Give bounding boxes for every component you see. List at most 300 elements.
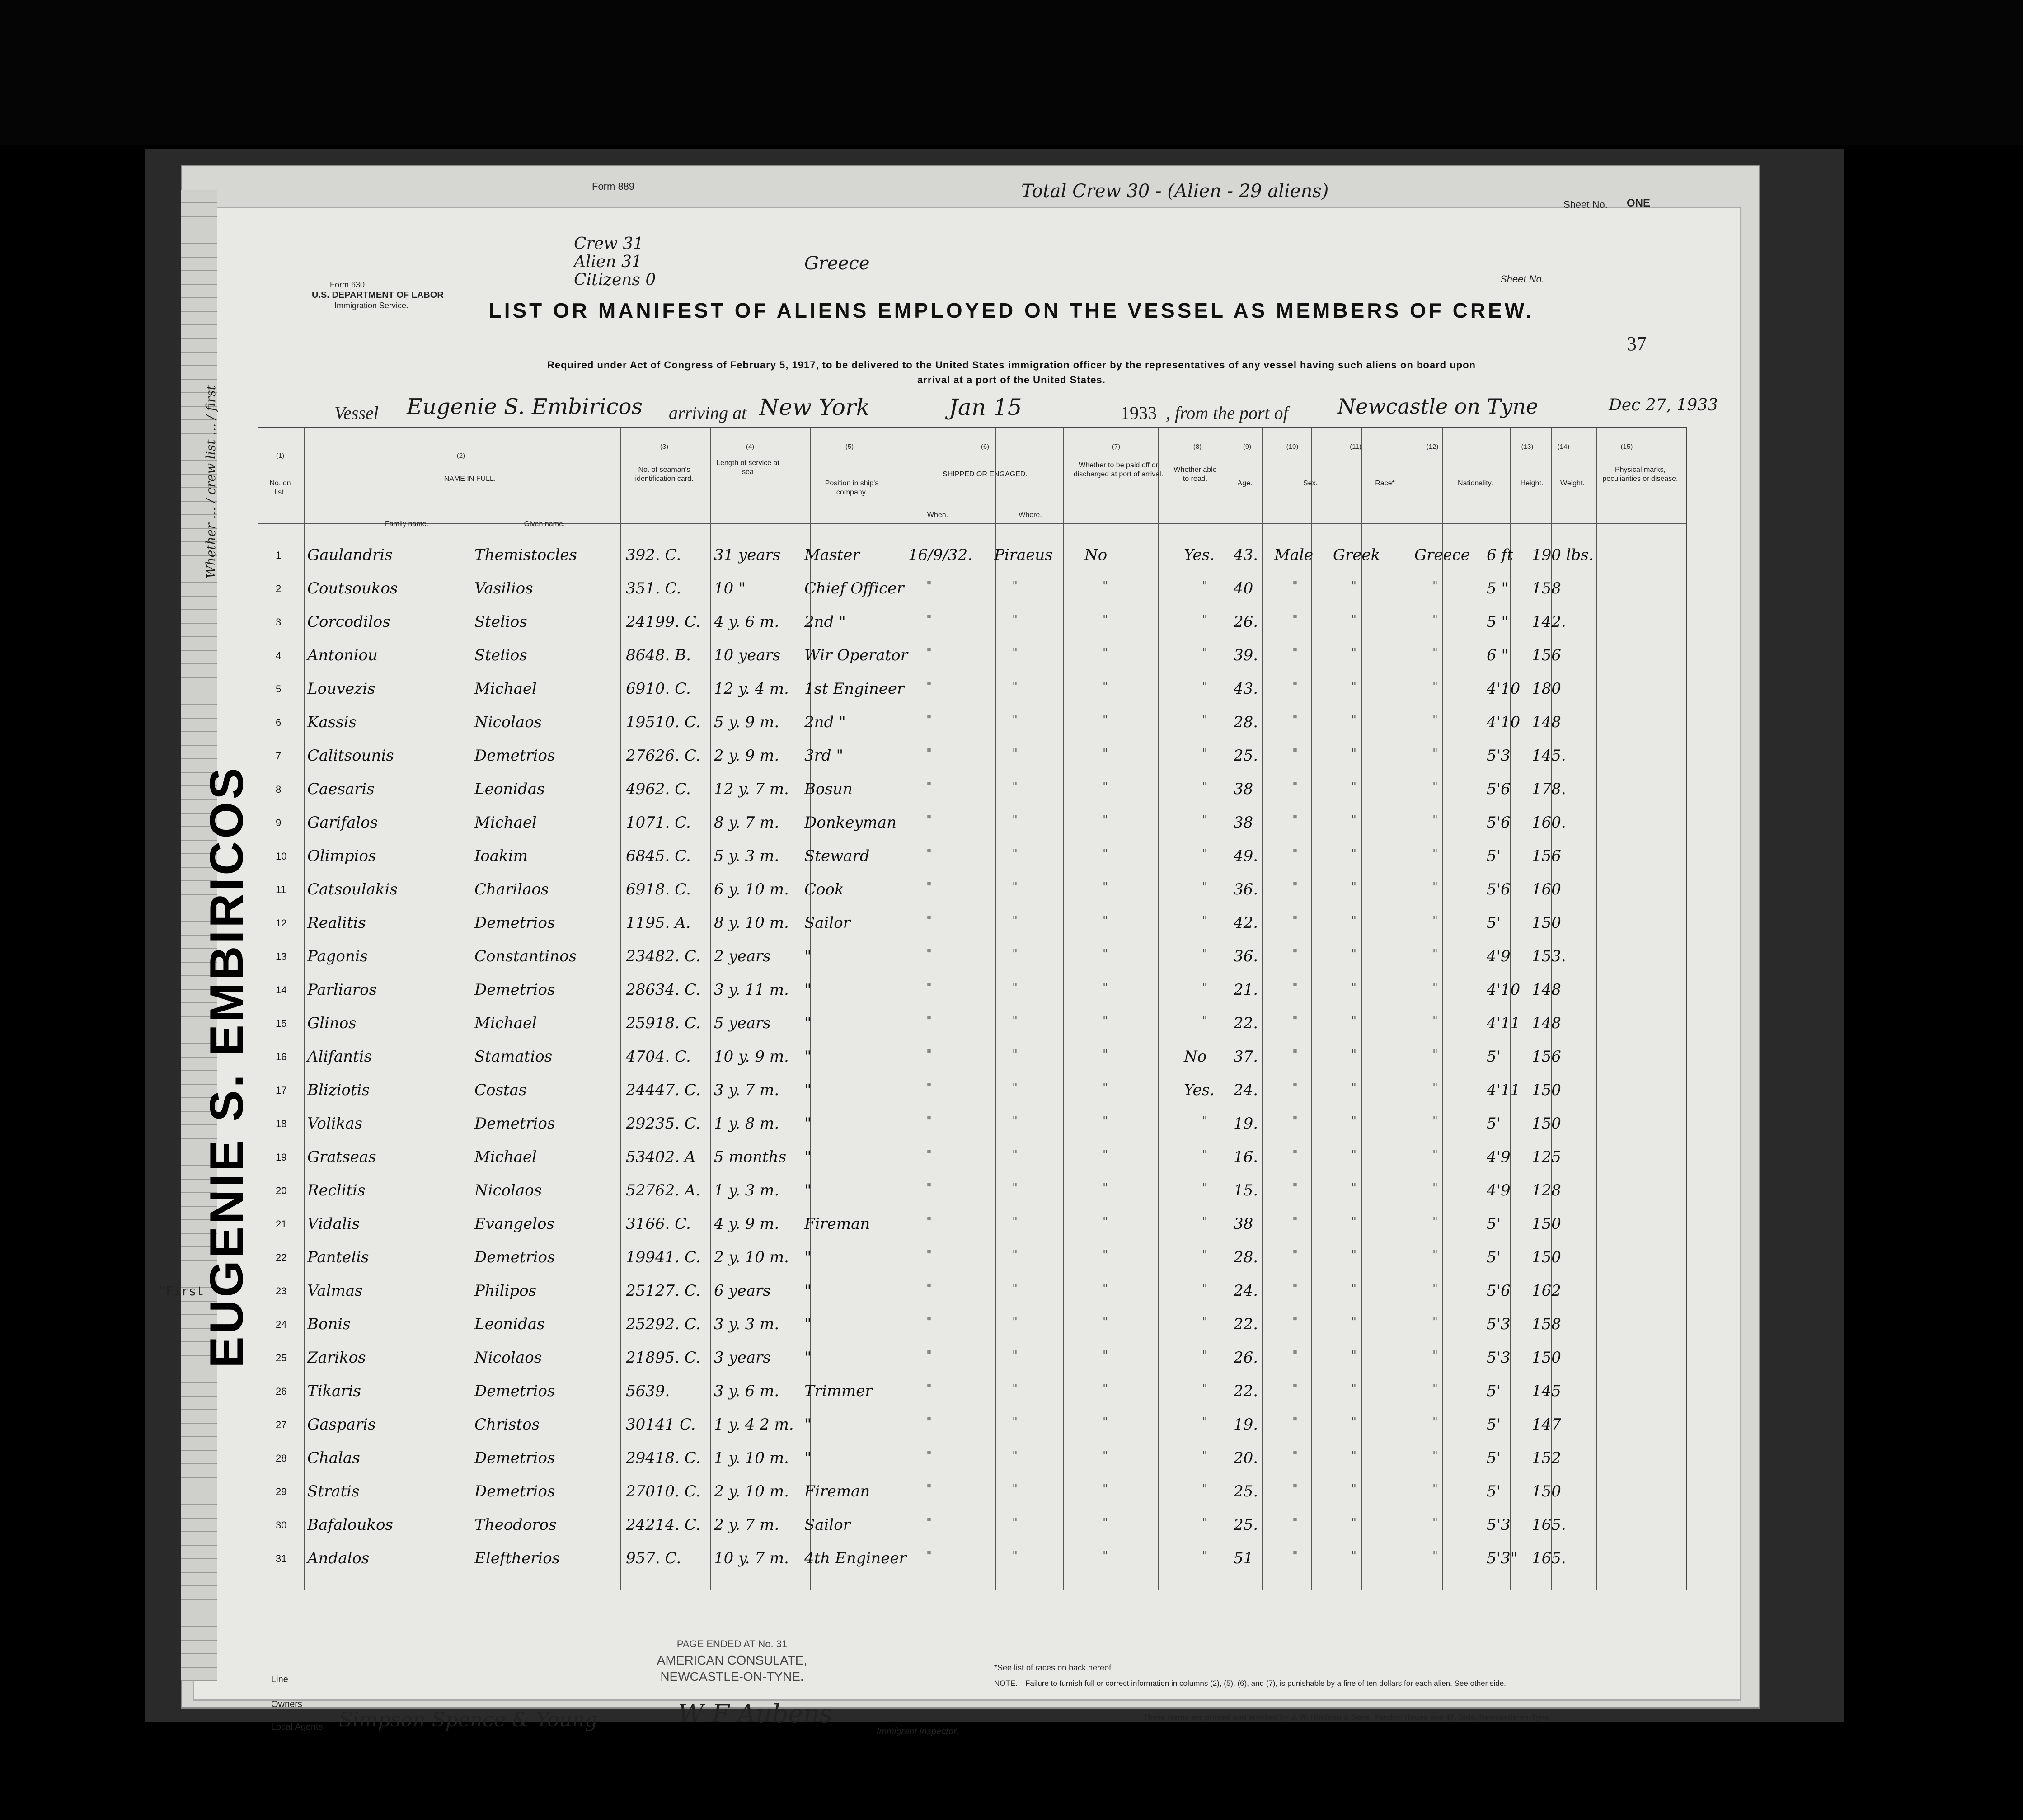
header-marks: Physical marks, peculiarities or disease. [1602, 466, 1678, 483]
cell-family: Valmas [307, 1282, 363, 1300]
cell-family: Coutsoukos [307, 579, 398, 597]
citizen-count: Citizens 0 [574, 271, 656, 289]
cell-service: 5 y. 9 m. [714, 713, 779, 731]
cell-no: 16 [276, 1051, 287, 1063]
cell-no: 3 [276, 616, 282, 628]
departure-date: Dec 27, 1933 [1609, 396, 1718, 414]
cell-paid: " [1103, 1215, 1108, 1228]
table-row [0, 576, 2023, 612]
cell-race: " [1351, 646, 1356, 660]
cell-card: 27010. C. [626, 1482, 701, 1500]
cell-when: " [926, 680, 932, 693]
cell-read: " [1202, 1349, 1207, 1362]
cell-card: 24199. C. [626, 613, 701, 631]
cell-service: 5 y. 3 m. [714, 847, 779, 865]
cell-card: 8648. B. [626, 646, 691, 664]
cell-read: " [1202, 1382, 1207, 1396]
cell-given: Demetrios [474, 1449, 555, 1467]
cell-age: 38 [1234, 814, 1253, 832]
side-stamp-text: EUGENIE S. EMBIRICOS [201, 765, 253, 1368]
cell-paid: " [1103, 1482, 1108, 1496]
cell-race: " [1351, 1549, 1356, 1563]
cell-no: 19 [276, 1152, 287, 1163]
arrival-port: New York [759, 394, 870, 420]
cell-service: 3 y. 11 m. [714, 981, 789, 999]
cell-sex: " [1292, 780, 1298, 794]
table-row [0, 710, 2023, 746]
table-row [0, 843, 2023, 879]
cell-race: " [1351, 1349, 1356, 1362]
agents-value: Simpson Spence & Young [339, 1708, 598, 1731]
cell-sex: " [1292, 713, 1298, 727]
header-no-on-list: No. on list. [269, 480, 291, 496]
cell-no: 15 [276, 1018, 287, 1029]
cell-weight: 153. [1532, 947, 1566, 965]
cell-given: Demetrios [474, 1115, 555, 1133]
cell-sex: " [1292, 981, 1298, 994]
cell-when: " [926, 981, 932, 994]
cell-where: " [1012, 847, 1018, 861]
header-paid-off: Whether to be paid off or discharged at port of arrival. [1073, 461, 1164, 478]
header-length-service: Length of service at sea [716, 459, 779, 476]
cell-sex: Male [1274, 546, 1314, 564]
cell-sex: " [1292, 1148, 1298, 1162]
cell-no: 27 [276, 1419, 287, 1430]
cell-service: 12 y. 4 m. [714, 680, 789, 698]
cell-weight: 128 [1532, 1181, 1561, 1199]
cell-age: 38 [1234, 1215, 1253, 1233]
stamp-line-1: AMERICAN CONSULATE, [657, 1653, 807, 1667]
cell-when: " [926, 880, 932, 894]
cell-card: 392. C. [626, 546, 681, 564]
cell-service: 10 y. 9 m. [714, 1048, 789, 1066]
cell-card: 3166. C. [626, 1215, 691, 1233]
table-row [0, 1345, 2023, 1381]
cell-when: " [926, 1181, 932, 1195]
cell-card: 19941. C. [626, 1248, 701, 1266]
cell-service: 2 y. 9 m. [714, 747, 779, 765]
cell-service: 8 y. 10 m. [714, 914, 789, 932]
service: Immigration Service. [334, 301, 409, 310]
cell-position: " [804, 1248, 812, 1266]
cell-given: Leonidas [474, 780, 545, 798]
cell-race: " [1351, 1315, 1356, 1329]
cell-sex: " [1292, 1181, 1298, 1195]
cell-weight: 190 lbs. [1532, 546, 1594, 564]
cell-given: Themistocles [474, 546, 577, 564]
cell-position: Chief Officer [804, 579, 904, 597]
cell-nat: " [1432, 1148, 1438, 1162]
cell-age: 43. [1234, 680, 1258, 698]
cell-when: " [926, 847, 932, 861]
cell-read: " [1202, 1014, 1207, 1028]
colnum-3: (3) [660, 443, 669, 451]
cell-nat: " [1432, 713, 1438, 727]
cell-age: 36. [1234, 947, 1258, 965]
cell-given: Charilaos [474, 880, 549, 898]
table-row [0, 1445, 2023, 1481]
header-nationality: Nationality. [1458, 480, 1493, 487]
cell-position: " [804, 1282, 812, 1300]
cell-given: Stelios [474, 646, 527, 664]
cell-service: 6 years [714, 1282, 771, 1300]
cell-read: " [1202, 981, 1207, 994]
cell-where: " [1012, 1382, 1018, 1396]
cell-race: " [1351, 914, 1356, 927]
cell-where: " [1012, 780, 1018, 794]
cell-card: 29418. C. [626, 1449, 701, 1467]
table-row [0, 1178, 2023, 1214]
cell-height: 5' [1487, 914, 1501, 932]
cell-paid: " [1103, 1081, 1108, 1095]
cell-card: 25127. C. [626, 1282, 701, 1300]
cell-nat: " [1432, 1014, 1438, 1028]
cell-paid: " [1103, 981, 1108, 994]
table-row [0, 1312, 2023, 1348]
cell-no: 12 [276, 917, 287, 929]
cell-service: 5 years [714, 1014, 771, 1032]
cell-where: " [1012, 1416, 1018, 1429]
cell-height: 5 " [1487, 613, 1509, 631]
cell-sex: " [1292, 1516, 1298, 1529]
page-ref: 37 [1627, 333, 1647, 355]
header-weight: Weight. [1560, 480, 1585, 487]
cell-sex: " [1292, 1482, 1298, 1496]
cell-paid: " [1103, 914, 1108, 927]
header-when: When. [927, 511, 948, 519]
cell-weight: 165. [1532, 1549, 1566, 1567]
cell-paid: No [1084, 546, 1108, 564]
cell-given: Demetrios [474, 914, 555, 932]
table-row [0, 542, 2023, 578]
cell-service: 1 y. 3 m. [714, 1181, 779, 1199]
cell-sex: " [1292, 613, 1298, 626]
cell-nat: " [1432, 880, 1438, 894]
inspector-label: Immigrant Inspector. [877, 1726, 959, 1736]
cell-family: Tikaris [307, 1382, 361, 1400]
cell-no: 7 [276, 750, 282, 762]
cell-service: 1 y. 8 m. [714, 1115, 779, 1133]
cell-sex: " [1292, 947, 1298, 961]
cell-nat: " [1432, 814, 1438, 827]
cell-card: 21895. C. [626, 1349, 701, 1367]
cell-no: 10 [276, 851, 287, 862]
cell-service: 1 y. 10 m. [714, 1449, 789, 1467]
cell-given: Philipos [474, 1282, 537, 1300]
cell-no: 4 [276, 650, 282, 661]
cell-sex: " [1292, 1014, 1298, 1028]
colnum-14: (14) [1557, 443, 1570, 451]
sheet-label: Sheet No. [1500, 273, 1544, 285]
cell-read: " [1202, 847, 1207, 861]
header-id-card: No. of seaman's identification card. [635, 466, 694, 483]
arrival-date: Jan 15 [949, 394, 1022, 420]
cell-paid: " [1103, 1382, 1108, 1396]
cell-age: 16. [1234, 1148, 1258, 1166]
from-label: , from the port of [1166, 403, 1288, 423]
cell-family: Bafaloukos [307, 1516, 393, 1534]
cell-paid: " [1103, 1449, 1108, 1463]
cell-when: " [926, 1282, 932, 1295]
cell-given: Stelios [474, 613, 527, 631]
alien-count: Alien 31 [574, 253, 642, 271]
cell-read: " [1202, 680, 1207, 693]
stamp-line-2: NEWCASTLE-ON-TYNE. [660, 1670, 804, 1684]
cell-age: 28. [1234, 713, 1258, 731]
cell-read: " [1202, 1516, 1207, 1529]
cell-when: " [926, 1315, 932, 1329]
cell-where: " [1012, 1014, 1018, 1028]
cell-read: " [1202, 1482, 1207, 1496]
cell-height: 5 " [1487, 579, 1509, 597]
cell-position: 2nd " [804, 613, 846, 631]
cell-weight: 156 [1532, 847, 1561, 865]
cell-card: 1195. A. [626, 914, 691, 932]
cell-no: 1 [276, 550, 282, 561]
cell-card: 351. C. [626, 579, 681, 597]
cell-nat: " [1432, 1482, 1438, 1496]
top-note: Total Crew 30 - (Alien - 29 aliens) [1021, 181, 1329, 202]
cell-nat: " [1432, 1181, 1438, 1195]
cell-card: 23482. C. [626, 947, 701, 965]
table-row [0, 1512, 2023, 1548]
cell-family: Bliziotis [307, 1081, 370, 1099]
side-note: Whether ... / crew list ... / first [203, 385, 218, 578]
cell-nat: Greece [1414, 546, 1470, 564]
cell-when: " [926, 1416, 932, 1429]
cell-race: " [1351, 1181, 1356, 1195]
cell-given: Demetrios [474, 981, 555, 999]
header-able-read: Whether able to read. [1173, 466, 1217, 483]
cell-when: " [926, 1215, 932, 1228]
cell-weight: 158 [1532, 1315, 1561, 1333]
cell-height: 6 ft [1487, 546, 1513, 564]
cell-service: 1 y. 4 2 m. [714, 1416, 794, 1434]
cell-no: 26 [276, 1386, 287, 1397]
cell-card: 4962. C. [626, 780, 691, 798]
cell-family: Corcodilos [307, 613, 390, 631]
cell-family: Pantelis [307, 1248, 369, 1266]
cell-when: " [926, 747, 932, 760]
cell-when: " [926, 1482, 932, 1496]
cell-sex: " [1292, 814, 1298, 827]
cell-height: 5' [1487, 1416, 1501, 1434]
cell-when: " [926, 1148, 932, 1162]
cell-service: 3 years [714, 1349, 771, 1367]
cell-where: " [1012, 1282, 1018, 1295]
cell-family: Realitis [307, 914, 366, 932]
cell-height: 5'3 [1487, 747, 1511, 765]
cell-read: " [1202, 1115, 1207, 1128]
cell-read: " [1202, 1248, 1207, 1262]
cell-height: 5'3" [1487, 1549, 1518, 1567]
cell-sex: " [1292, 1315, 1298, 1329]
cell-service: 10 years [714, 646, 781, 664]
cell-nat: " [1432, 613, 1438, 626]
crew-count: Crew 31 [574, 235, 644, 253]
colnum-10: (10) [1286, 443, 1299, 451]
cell-no: 23 [276, 1285, 287, 1297]
cell-where: " [1012, 1349, 1018, 1362]
cell-when: " [926, 1516, 932, 1529]
cell-position: Sailor [804, 1516, 851, 1534]
header-shipped: SHIPPED OR ENGAGED. [943, 470, 1028, 478]
table-row [0, 1245, 2023, 1281]
cell-nat: " [1432, 1215, 1438, 1228]
cell-race: " [1351, 1282, 1356, 1295]
cell-age: 22. [1234, 1014, 1258, 1032]
cell-no: 29 [276, 1486, 287, 1497]
header-given-name: Given name. [524, 520, 565, 528]
cell-no: 13 [276, 951, 287, 962]
cell-nat: " [1432, 646, 1438, 660]
colnum-12: (12) [1426, 443, 1439, 451]
cell-race: " [1351, 814, 1356, 827]
cell-card: 52762. A. [626, 1181, 701, 1199]
cell-nat: " [1432, 1449, 1438, 1463]
cell-card: 6845. C. [626, 847, 691, 865]
sheet-no-label-top: Sheet No. [1563, 199, 1608, 210]
cell-service: 8 y. 7 m. [714, 814, 779, 832]
cell-nat: " [1432, 747, 1438, 760]
cell-no: 14 [276, 984, 287, 996]
cell-height: 5'6 [1487, 880, 1511, 898]
cell-position: " [804, 1416, 812, 1434]
cell-service: 2 y. 10 m. [714, 1482, 789, 1500]
first-mark: "First [158, 1284, 204, 1298]
cell-no: 8 [276, 784, 282, 795]
cell-when: " [926, 1382, 932, 1396]
cell-nat: " [1432, 947, 1438, 961]
cell-weight: 156 [1532, 646, 1561, 664]
cell-card: 4704. C. [626, 1048, 691, 1066]
cell-age: 39. [1234, 646, 1258, 664]
cell-when: " [926, 1449, 932, 1463]
cell-when: " [926, 1248, 932, 1262]
inspector-signature: W F Aubens [678, 1699, 833, 1729]
cell-read: " [1202, 1315, 1207, 1329]
cell-sex: " [1292, 1449, 1298, 1463]
cell-given: Eleftherios [474, 1549, 560, 1567]
cell-paid: " [1103, 680, 1108, 693]
cell-read: Yes. [1184, 546, 1215, 564]
cell-weight: 150 [1532, 914, 1561, 932]
cell-no: 9 [276, 817, 282, 828]
vessel-label: Vessel [334, 403, 379, 423]
cell-service: 5 months [714, 1148, 787, 1166]
cell-paid: " [1103, 1148, 1108, 1162]
cell-given: Christos [474, 1416, 540, 1434]
cell-service: 3 y. 3 m. [714, 1315, 779, 1333]
cell-family: Bonis [307, 1315, 351, 1333]
cell-paid: " [1103, 1349, 1108, 1362]
cell-no: 30 [276, 1519, 287, 1531]
cell-position: " [804, 947, 812, 965]
cell-paid: " [1103, 1282, 1108, 1295]
cell-no: 20 [276, 1185, 287, 1196]
cell-card: 6918. C. [626, 880, 691, 898]
cell-race: " [1351, 713, 1356, 727]
cell-nat: " [1432, 1282, 1438, 1295]
cell-given: Michael [474, 680, 537, 698]
cell-nat: " [1432, 1248, 1438, 1262]
cell-read: " [1202, 613, 1207, 626]
cell-race: " [1351, 579, 1356, 593]
cell-nat: " [1432, 1048, 1438, 1061]
header-family-name: Family name. [385, 520, 429, 528]
colnum-15: (15) [1620, 443, 1633, 451]
cell-height: 5'3 [1487, 1516, 1511, 1534]
cell-race: " [1351, 1482, 1356, 1496]
cell-service: 4 y. 9 m. [714, 1215, 779, 1233]
cell-race: " [1351, 1516, 1356, 1529]
cell-paid: " [1103, 847, 1108, 861]
table-row [0, 1412, 2023, 1448]
cell-nat: " [1432, 579, 1438, 593]
cell-given: Demetrios [474, 1248, 555, 1266]
from-port: Newcastle on Tyne [1338, 394, 1539, 419]
cell-when: " [926, 1549, 932, 1563]
cell-paid: " [1103, 780, 1108, 794]
cell-given: Vasilios [474, 579, 533, 597]
cell-family: Zarikos [307, 1349, 366, 1367]
cell-race: " [1351, 981, 1356, 994]
cell-age: 21. [1234, 981, 1258, 999]
cell-race: " [1351, 1115, 1356, 1128]
cell-weight: 150 [1532, 1115, 1561, 1133]
cell-card: 19510. C. [626, 713, 701, 731]
cell-race: " [1351, 780, 1356, 794]
cell-age: 15. [1234, 1181, 1258, 1199]
table-row [0, 1077, 2023, 1114]
subtitle-line-1: Required under Act of Congress of February 5, 1917, to be delivered to the United States immigration officer by the representatives of any vessel having such aliens on board upon [547, 359, 1476, 371]
cell-service: 4 y. 6 m. [714, 613, 779, 631]
cell-nat: " [1432, 1349, 1438, 1362]
cell-weight: 148 [1532, 1014, 1561, 1032]
cell-family: Antoniou [307, 646, 378, 664]
cell-sex: " [1292, 1549, 1298, 1563]
cell-read: No [1184, 1048, 1207, 1066]
cell-age: 19. [1234, 1115, 1258, 1133]
cell-height: 5' [1487, 1215, 1501, 1233]
cell-given: Michael [474, 814, 537, 832]
cell-weight: 150 [1532, 1248, 1561, 1266]
cell-paid: " [1103, 880, 1108, 894]
header-name-in-full: NAME IN FULL. [444, 475, 496, 483]
cell-no: 22 [276, 1252, 287, 1263]
header-height: Height. [1520, 480, 1544, 487]
cell-where: " [1012, 1482, 1018, 1496]
cell-when: " [926, 1115, 932, 1128]
table-row [0, 1111, 2023, 1147]
cell-position: " [804, 1048, 812, 1066]
cell-nat: " [1432, 1382, 1438, 1396]
cell-no: 21 [276, 1218, 287, 1230]
cell-height: 5' [1487, 1449, 1501, 1467]
cell-height: 5' [1487, 1248, 1501, 1266]
cell-service: 31 years [714, 546, 781, 564]
cell-family: Chalas [307, 1449, 360, 1467]
cell-given: Evangelos [474, 1215, 554, 1233]
cell-read: " [1202, 1181, 1207, 1195]
cell-read: " [1202, 880, 1207, 894]
cell-no: 5 [276, 683, 282, 695]
cell-height: 5' [1487, 847, 1501, 865]
cell-position: Wir Operator [804, 646, 908, 664]
cell-card: 24214. C. [626, 1516, 701, 1534]
cell-sex: " [1292, 1215, 1298, 1228]
cell-read: " [1202, 747, 1207, 760]
